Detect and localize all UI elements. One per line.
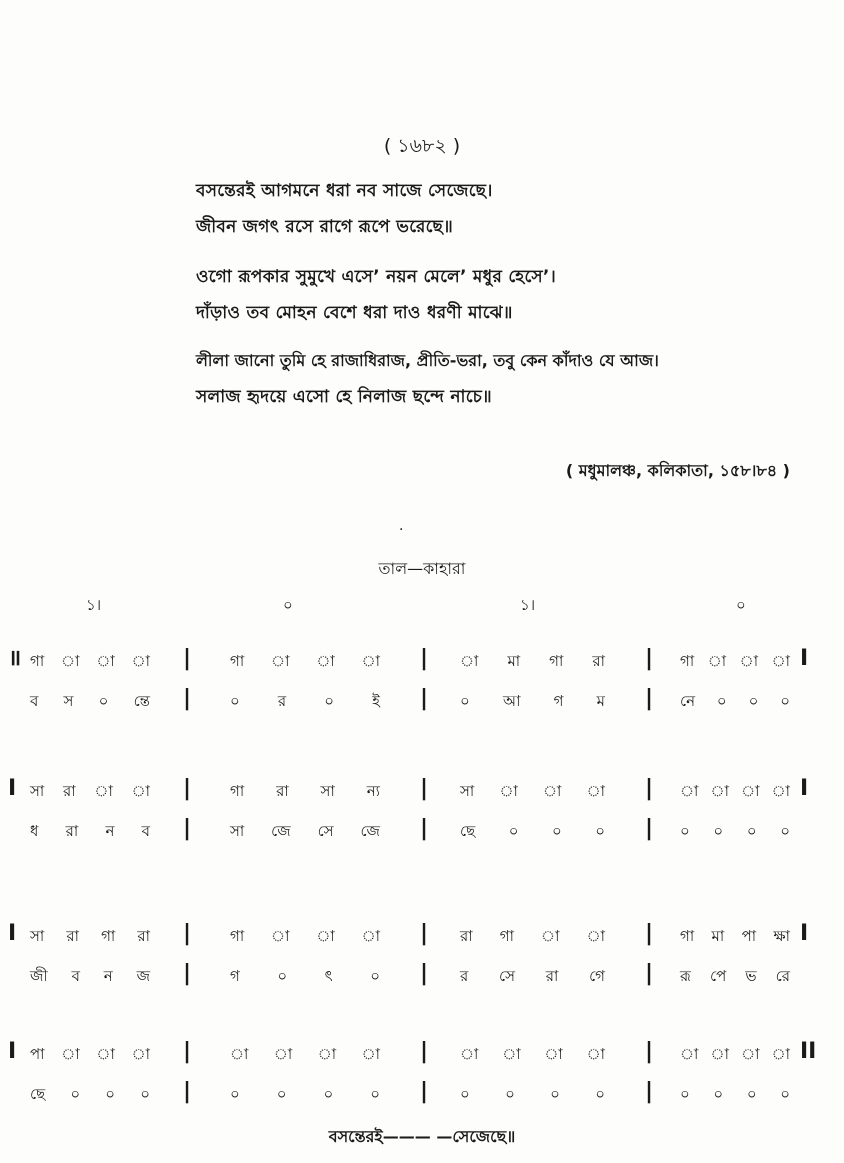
note-token: ০ (595, 1085, 605, 1103)
note-token: রা (460, 927, 473, 945)
note-token: ই (372, 692, 380, 710)
bar-separator: | (645, 686, 654, 711)
lyric-measure (230, 690, 380, 715)
note-token: া (131, 652, 150, 670)
swara-measure (460, 1043, 605, 1068)
end-barline: I (800, 776, 809, 801)
note-token: গা (30, 652, 45, 670)
note-token: ০ (230, 692, 240, 710)
note-token: া (586, 927, 605, 945)
bar-separator: | (420, 776, 429, 801)
note-token: ০ (98, 692, 109, 710)
note-token: রা (545, 967, 559, 985)
beat-marker-1: ১। (86, 596, 102, 614)
note-token: পা (741, 927, 757, 945)
lyric-measure (680, 820, 790, 845)
note-token: ০ (680, 1085, 690, 1103)
note-token: া (96, 652, 115, 670)
swara-measure (30, 1043, 150, 1068)
note-token: া (710, 782, 729, 800)
note-token: া (502, 1045, 521, 1063)
bar-separator: | (645, 921, 654, 946)
note-token: পা (30, 1045, 45, 1063)
swara-measure (230, 925, 380, 950)
note-token: রা (592, 652, 605, 670)
note-token: রা (63, 782, 76, 800)
note-token: ন (105, 822, 115, 840)
note-token: ০ (550, 1085, 560, 1103)
bar-separator: | (645, 816, 654, 841)
lyric-measure (230, 820, 380, 845)
swara-measure (460, 780, 605, 805)
note-token: ০ (324, 692, 335, 710)
note-token: জী (30, 967, 48, 985)
note-token: া (710, 1045, 729, 1063)
note-token: ০ (276, 1085, 287, 1103)
note-token: মা (711, 927, 725, 945)
note-token: া (273, 1045, 293, 1063)
note-token: ০ (713, 1085, 724, 1103)
note-token: ০ (595, 822, 605, 840)
note-token: ০ (460, 692, 470, 710)
tala-heading: তাল—কাহারা (378, 559, 466, 578)
lyric-line-1: বসন্তেরই আগমনে ধরা নব সাজে সেজেছে। (196, 181, 493, 201)
note-token: সা (230, 822, 245, 840)
note-token: স (63, 692, 74, 710)
note-token: া (771, 652, 790, 670)
note-token: ০ (505, 1085, 515, 1103)
note-token: ০ (105, 1085, 116, 1103)
note-token: ব (141, 822, 150, 840)
note-token: পে (710, 967, 727, 985)
closing-line: বসন্তেরই——— —সেজেছে॥ (328, 1127, 516, 1146)
swara-measure (680, 650, 790, 675)
note-token: া (131, 1045, 150, 1063)
song-number: ( ১৬৮২ ) (383, 135, 461, 157)
note-token: া (771, 782, 790, 800)
note-token: া (271, 652, 290, 670)
swara-measure (680, 1043, 790, 1068)
start-barline: I (8, 776, 17, 801)
bar-separator: | (420, 816, 429, 841)
note-token: ভ (745, 967, 757, 985)
bar-separator: | (183, 1079, 192, 1104)
note-token: গা (549, 652, 564, 670)
lyric-line-6: সলাজ হৃদয়ে এসো হে নিলাজ ছন্দে নাচে॥ (196, 387, 492, 407)
note-token: ০ (746, 1085, 757, 1103)
lyric-measure (460, 820, 605, 845)
note-token: ০ (140, 1085, 150, 1103)
note-token: ০ (713, 822, 724, 840)
note-token: ক্ষা (773, 927, 790, 945)
note-token: গা (230, 652, 245, 670)
bar-separator: | (183, 921, 192, 946)
bar-separator: | (420, 961, 429, 986)
note-token: ব (30, 692, 39, 710)
source-attribution: ( মধুমালঞ্চ, কলিকাতা, ১৫৮।৮৪ ) (565, 461, 790, 480)
lyric-measure (230, 965, 380, 990)
note-token: রা (66, 927, 79, 945)
note-token: া (460, 1045, 479, 1063)
note-token: ছে (30, 1085, 46, 1103)
bar-separator: | (645, 961, 654, 986)
bar-separator: | (183, 961, 192, 986)
lyric-line-4: দাঁড়াও তব মোহন বেশে ধরা দাও ধরণী মাঝে॥ (196, 303, 513, 323)
note-token: ব (71, 967, 80, 985)
note-token: া (741, 782, 760, 800)
note-token: া (61, 652, 80, 670)
swara-measure (680, 780, 790, 805)
note-token: া (707, 652, 727, 670)
note-token: গা (680, 652, 695, 670)
note-token: ০ (230, 1085, 240, 1103)
bar-separator: | (420, 1079, 429, 1104)
note-token: া (361, 1045, 380, 1063)
lyric-measure (230, 1083, 380, 1108)
lyric-measure (460, 1083, 605, 1108)
note-token: ০ (748, 692, 759, 710)
lyric-line-3: ওগো রূপকার সুমুখে এসে’ নয়ন মেলে’ মধুর হেসে’। (196, 267, 556, 287)
note-token: া (741, 1045, 760, 1063)
bar-separator: | (183, 776, 192, 801)
lyric-measure (30, 820, 150, 845)
lyric-measure (680, 1083, 790, 1108)
note-token: রা (65, 822, 79, 840)
swara-measure (30, 650, 150, 675)
note-token: ০ (716, 692, 727, 710)
note-token: নে (680, 692, 696, 710)
note-token: গা (680, 927, 695, 945)
note-token: ০ (70, 1085, 81, 1103)
end-barline: I (800, 921, 809, 946)
lyric-measure (30, 965, 150, 990)
note-token: া (316, 652, 335, 670)
note-token: জে (271, 822, 291, 840)
lyric-measure (30, 690, 150, 715)
lyric-measure (680, 965, 790, 990)
lyric-line-2: জীবন জগৎ রসে রাগে রূপে ভরেছে॥ (196, 217, 454, 237)
note-token: া (230, 1045, 249, 1063)
note-token: া (739, 652, 759, 670)
note-token: ৎ (324, 967, 333, 985)
note-token: ০ (780, 1085, 790, 1103)
note-token: া (586, 782, 605, 800)
note-token: া (361, 927, 380, 945)
note-token: া (541, 927, 560, 945)
note-token: া (680, 782, 699, 800)
note-token: গ (553, 692, 564, 710)
bar-separator: | (645, 646, 654, 671)
note-token: সে (499, 967, 515, 985)
note-token: া (316, 927, 335, 945)
note-token: া (544, 1045, 563, 1063)
note-token: ন (103, 967, 113, 985)
start-barline: ॥ (8, 646, 22, 671)
note-token: ০ (780, 822, 790, 840)
note-token: া (271, 927, 290, 945)
note-token: সা (30, 782, 45, 800)
note-token: া (680, 1045, 699, 1063)
lyric-measure (680, 690, 790, 715)
bar-separator: | (183, 646, 192, 671)
swara-measure (230, 780, 380, 805)
note-token: গ (230, 967, 240, 985)
beat-marker-4: ০ (736, 596, 746, 614)
note-token: আ (502, 692, 521, 710)
note-token: জ (136, 967, 150, 985)
start-barline: I (8, 1039, 17, 1064)
note-token: ন্য (366, 782, 380, 800)
note-token: সা (320, 782, 335, 800)
note-token: গা (230, 927, 245, 945)
swara-measure (230, 1043, 380, 1068)
note-token: মা (507, 652, 521, 670)
swara-measure (460, 650, 605, 675)
end-barline: II (800, 1039, 817, 1064)
note-token: ০ (323, 1085, 334, 1103)
note-token: ০ (780, 692, 790, 710)
note-token: সে (317, 822, 334, 840)
note-token: া (361, 652, 380, 670)
note-token: রে (775, 967, 790, 985)
note-token: া (131, 782, 150, 800)
note-token: সা (460, 782, 475, 800)
note-token: া (499, 782, 518, 800)
bar-separator: | (645, 1039, 654, 1064)
note-token: ০ (508, 822, 519, 840)
note-token: ০ (680, 822, 690, 840)
bar-separator: | (420, 686, 429, 711)
beat-marker-2: ০ (283, 596, 293, 614)
swara-measure (230, 650, 380, 675)
swara-measure (30, 780, 150, 805)
bar-separator: | (183, 1039, 192, 1064)
lyric-measure (460, 690, 605, 715)
note-token: ০ (277, 967, 288, 985)
note-token: গা (499, 927, 514, 945)
lyric-measure (460, 965, 605, 990)
decorative-dot: · (399, 522, 404, 538)
bar-separator: | (645, 776, 654, 801)
bar-separator: | (420, 646, 429, 671)
note-token: া (96, 1045, 115, 1063)
bar-separator: | (420, 921, 429, 946)
note-token: ছে (460, 822, 476, 840)
note-token: ০ (460, 1085, 470, 1103)
note-token: া (61, 1045, 80, 1063)
lyric-measure (30, 1083, 150, 1108)
note-token: রা (137, 927, 150, 945)
note-token: া (317, 1045, 337, 1063)
bar-separator: | (645, 1079, 654, 1104)
note-token: া (586, 1045, 605, 1063)
note-token: ন্তে (133, 692, 150, 710)
lyric-line-5: লীলা জানো তুমি হে রাজাধিরাজ, প্রীতি-ভরা, তবু কেন কাঁদাও যে আজ। (196, 351, 659, 370)
note-token: ০ (551, 822, 562, 840)
swara-measure (30, 925, 150, 950)
bar-separator: | (420, 1039, 429, 1064)
end-barline: I (800, 646, 809, 671)
bar-separator: | (183, 686, 192, 711)
note-token: া (460, 652, 479, 670)
start-barline: I (8, 921, 17, 946)
note-token: ০ (746, 822, 757, 840)
note-token: া (771, 1045, 790, 1063)
note-token: রূ (680, 967, 691, 985)
note-token: রা (276, 782, 289, 800)
beat-marker-3: ১। (520, 596, 536, 614)
note-token: গে (589, 967, 605, 985)
note-token: র (277, 692, 287, 710)
note-token: গা (101, 927, 116, 945)
note-token: ধ (30, 822, 39, 840)
note-token: ম (596, 692, 605, 710)
note-token: জে (360, 822, 380, 840)
note-token: র (460, 967, 469, 985)
bar-separator: | (183, 816, 192, 841)
note-token: ০ (370, 967, 380, 985)
swara-measure (680, 925, 790, 950)
note-token: া (543, 782, 562, 800)
note-token: া (94, 782, 113, 800)
note-token: সা (30, 927, 45, 945)
swara-measure (460, 925, 605, 950)
note-token: গা (230, 782, 245, 800)
note-token: ০ (370, 1085, 380, 1103)
